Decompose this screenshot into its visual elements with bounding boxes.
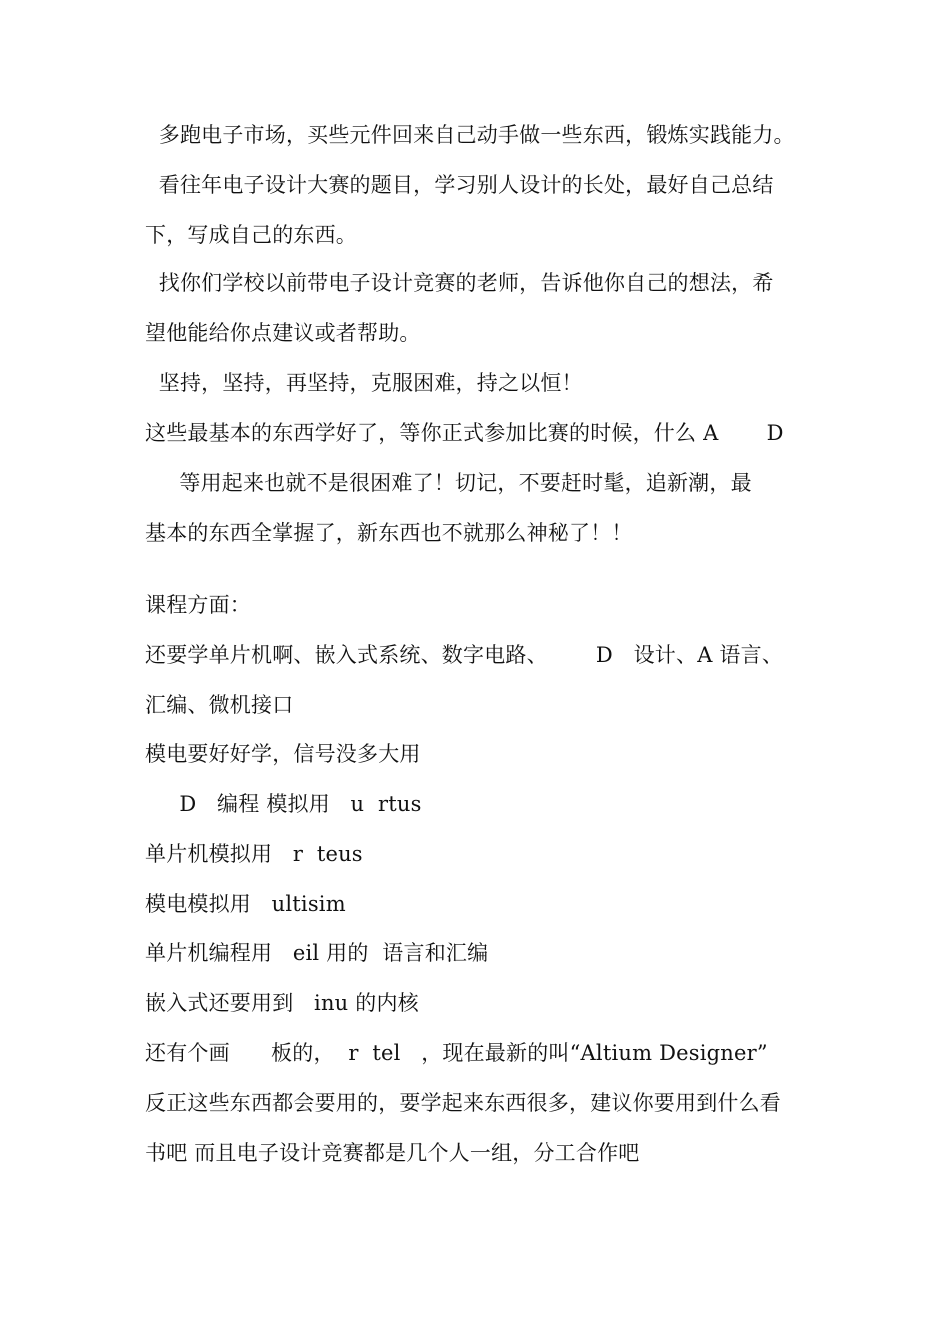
- paragraph-4-line-1: 坚持，坚持，再坚持，克服困难，持之以恒！: [145, 371, 583, 395]
- courses-line-4: D 编程 模拟用 u rtus: [145, 792, 422, 816]
- courses-heading: 课程方面：: [145, 593, 251, 617]
- paragraph-5-line-1: 这些最基本的东西学好了，等你正式参加比赛的时候，什么 A D: [145, 421, 784, 445]
- paragraph-3-line-1: 找你们学校以前带电子设计竞赛的老师，告诉他你自己的想法，希: [145, 271, 774, 295]
- paragraph-5-line-2: 等用起来也就不是很困难了！切记，不要赶时髦，追新潮，最: [145, 471, 752, 495]
- courses-line-11: 书吧 而且电子设计竞赛都是几个人一组，分工合作吧: [145, 1141, 640, 1165]
- paragraph-3-line-2: 望他能给你点建议或者帮助。: [145, 321, 421, 345]
- courses-line-10: 反正这些东西都会要用的，要学起来东西很多，建议你要用到什么看: [145, 1091, 781, 1115]
- courses-line-2: 汇编、微机接口: [145, 693, 294, 717]
- courses-line-6: 模电模拟用 ultisim: [145, 892, 346, 916]
- courses-line-3: 模电要好好学，信号没多大用: [145, 742, 421, 766]
- paragraph-1-line-1: 多跑电子市场，买些元件回来自己动手做一些东西，锻炼实践能力。: [145, 123, 795, 147]
- courses-line-7: 单片机编程用 eil 用的 语言和汇编: [145, 941, 489, 965]
- courses-line-8: 嵌入式还要用到 inu 的内核: [145, 991, 419, 1015]
- paragraph-2-line-2: 下，写成自己的东西。: [145, 223, 357, 247]
- courses-line-1: 还要学单片机啊、嵌入式系统、数字电路、 D 设计、A 语言、: [145, 643, 784, 667]
- courses-line-9: 还有个画 板的， r tel ，现在最新的叫“Altium Designer”: [145, 1041, 768, 1065]
- courses-line-5: 单片机模拟用 r teus: [145, 842, 363, 866]
- paragraph-2-line-1: 看往年电子设计大赛的题目，学习别人设计的长处，最好自己总结: [145, 173, 774, 197]
- paragraph-5-line-3: 基本的东西全掌握了，新东西也不就那么神秘了！！: [145, 521, 633, 545]
